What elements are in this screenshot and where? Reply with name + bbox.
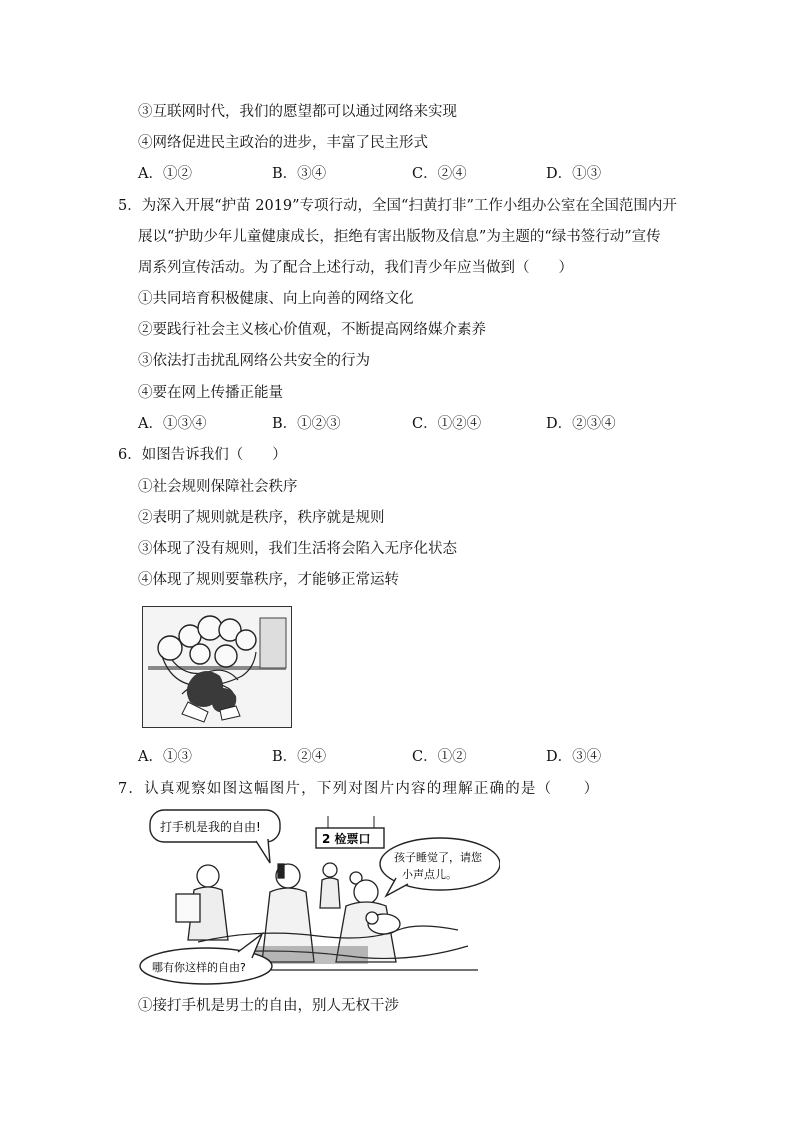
bubble-right-text-1: 孩子睡觉了，请您 — [394, 851, 482, 864]
q5-stem-line-2: 展以“护助少年儿童健康成长，拒绝有害出版物及信息”为主题的“绿书签行动”宣传 — [138, 229, 661, 245]
q5-option-4: ④要在网上传播正能量 — [138, 385, 283, 401]
q6-choice-b: B．②④ — [272, 749, 327, 765]
q6-choice-d: D．③④ — [546, 749, 602, 765]
q4-option-3: ③互联网时代，我们的愿望都可以通过网络来实现 — [138, 104, 457, 120]
q6-choice-a: A．①③ — [138, 749, 192, 765]
q6-answer-choices — [138, 747, 698, 767]
bubble-right-text-2: 小声点儿。 — [402, 868, 457, 881]
q5-option-3: ③依法打击扰乱网络公共安全的行为 — [138, 353, 370, 369]
q5-stem-line-3: 周系列宣传活动。为了配合上述行动，我们青少年应当做到（ ） — [138, 260, 573, 276]
q5-option-1: ①共同培育积极健康、向上向善的网络文化 — [138, 291, 414, 307]
q4-choice-b: B．③④ — [272, 166, 327, 182]
q6-crowd-cartoon — [142, 606, 292, 728]
q4-choice-c: C．②④ — [412, 166, 467, 182]
q5-choice-d: D．②③④ — [546, 416, 616, 432]
q5-choice-a: A．①③④ — [138, 416, 207, 432]
q7-option-1: ①接打手机是男士的自由，别人无权干涉 — [138, 998, 399, 1014]
q5-answer-choices — [138, 414, 698, 434]
bubble-left-text: 打手机是我的自由! — [160, 820, 261, 834]
q6-stem: 6．如图告诉我们（ ） — [118, 447, 287, 463]
q5-choice-b: B．①②③ — [272, 416, 341, 432]
q4-choice-d: D．①③ — [546, 166, 602, 182]
q4-choice-a: A．①② — [138, 166, 192, 182]
q6-choice-c: C．①② — [412, 749, 467, 765]
bubble-bottom-text: 哪有你这样的自由? — [152, 961, 246, 974]
q7-station-cartoon — [138, 806, 500, 990]
q4-answer-choices — [138, 164, 698, 184]
q7-stem: 7．认真观察如图这幅图片，下列对图片内容的理解正确的是（ ） — [118, 781, 600, 797]
q5-stem-line-1: 5．为深入开展“护苗 2019”专项行动，全国“扫黄打非”工作小组办公室在全国范围内开 — [118, 198, 677, 214]
sign-text: 2 检票口 — [322, 832, 371, 846]
q4-option-4: ④网络促进民主政治的进步，丰富了民主形式 — [138, 135, 428, 151]
q5-choice-c: C．①②④ — [412, 416, 482, 432]
q6-option-3: ③体现了没有规则，我们生活将会陷入无序化状态 — [138, 541, 457, 557]
q6-option-1: ①社会规则保障社会秩序 — [138, 479, 298, 495]
q6-option-4: ④体现了规则要靠秩序，才能够正常运转 — [138, 572, 399, 588]
q6-option-2: ②表明了规则就是秩序，秩序就是规则 — [138, 510, 385, 526]
q5-option-2: ②要践行社会主义核心价值观，不断提高网络媒介素养 — [138, 322, 486, 338]
